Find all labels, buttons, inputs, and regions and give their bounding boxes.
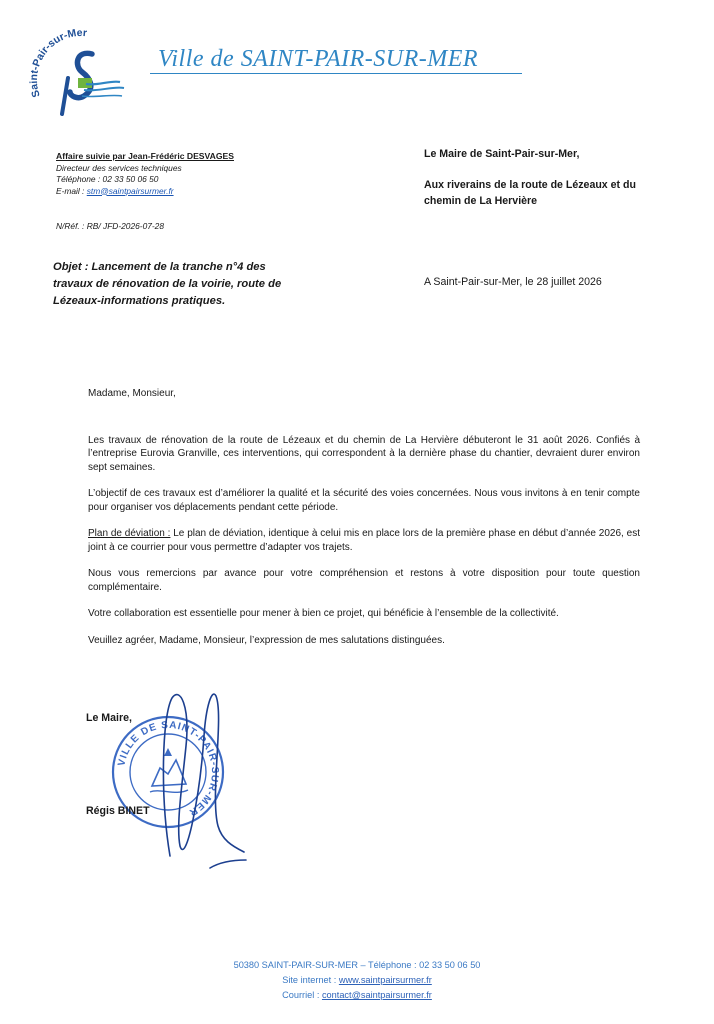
affaire-suivie: Affaire suivie par Jean-Frédéric DESVAGES <box>56 151 234 161</box>
paragraph-3 <box>88 527 640 554</box>
deviation-text: Le plan de déviation, identique à celui mis en place lors de la première phase en début d’année 2026, est joint à ce courrier pour vous permettre d’adapter vos trajets. <box>88 528 640 553</box>
paragraph-5: Votre collaboration est essentielle pour mener à bien ce projet, qui bénéficie à l’ensemble de la collectivité. <box>88 608 559 619</box>
object-line-3: Lézeaux-informations pratiques. <box>53 295 226 307</box>
letter-body <box>88 387 640 660</box>
title-underline <box>150 73 522 74</box>
paragraph-1: Les travaux de rénovation de la route de Lézeaux et du chemin de La Hervière débuteront le 31 août 2026. Confiés à l’entreprise Eurovia Granville, ces interventions, qui correspondent à la dernière phase du chantier, devraient durer environ sept semaines. <box>88 434 640 473</box>
from-line: Le Maire de Saint-Pair-sur-Mer, <box>424 148 580 160</box>
sender-role: Directeur des services techniques <box>56 162 182 173</box>
object-block <box>53 259 353 310</box>
deviation-label: Plan de déviation : <box>88 528 171 539</box>
site-link[interactable]: www.saintpairsurmer.fr <box>338 975 432 985</box>
recipient-block <box>424 146 700 210</box>
paragraph-6: Veuillez agréer, Madame, Monsieur, l’expression de mes salutations distinguées. <box>88 634 445 646</box>
sender-phone: Téléphone : 02 33 50 06 50 <box>56 174 159 184</box>
footer-site <box>0 973 714 988</box>
object-line-1: Objet : Lancement de la tranche n°4 des <box>53 261 266 273</box>
site-label: Site internet : <box>282 975 339 985</box>
recipient-gap <box>424 163 700 177</box>
stamp-text: VILLE DE SAINT-PAIR-SUR-MER <box>116 719 221 819</box>
sender-email-link[interactable]: stm@saintpairsurmer.fr <box>86 185 174 196</box>
mail-link[interactable]: contact@saintpairsurmer.fr <box>321 990 432 1000</box>
salutation: Madame, Monsieur, <box>88 388 176 399</box>
town-logo <box>26 26 134 118</box>
sender-block <box>56 151 346 197</box>
footer-mail <box>0 988 714 1003</box>
reference: N/Réf. : RB/ JFD-2026-07-28 <box>56 221 164 231</box>
handwritten-signature <box>140 676 260 876</box>
mail-label: Courriel : <box>282 990 322 1000</box>
signatory-title: Le Maire, <box>86 712 132 724</box>
letter-date: A Saint-Pair-sur-Mer, le 28 juillet 2026 <box>424 276 602 288</box>
to-line-1: Aux riverains de la route de Lézeaux et du <box>424 178 636 191</box>
object-line-2: travaux de rénovation de la voirie, route de <box>53 278 282 290</box>
to-line-2: chemin de La Hervière <box>424 195 538 207</box>
paragraph-2: L’objectif de ces travaux est d’améliorer la qualité et la sécurité des voies concernées. Nous vous invitons à en tenir compte pour organiser vos déplacements pendant cette période. <box>88 488 640 513</box>
town-title: Ville de SAINT-PAIR-SUR-MER <box>158 46 479 72</box>
letter-footer <box>0 958 714 1003</box>
footer-address: 50380 SAINT-PAIR-SUR-MER – Téléphone : 02 33 50 06 50 <box>233 960 481 970</box>
paragraph-4: Nous vous remercions par avance pour votre compréhension et restons à votre disposition pour toute question complémentaire. <box>88 568 640 593</box>
email-label: E-mail : <box>56 185 87 196</box>
signatory-name: Régis BINET <box>86 805 150 817</box>
sender-email-line <box>56 186 346 198</box>
logo-text: Saint-Pair-sur-Mer <box>27 26 88 99</box>
